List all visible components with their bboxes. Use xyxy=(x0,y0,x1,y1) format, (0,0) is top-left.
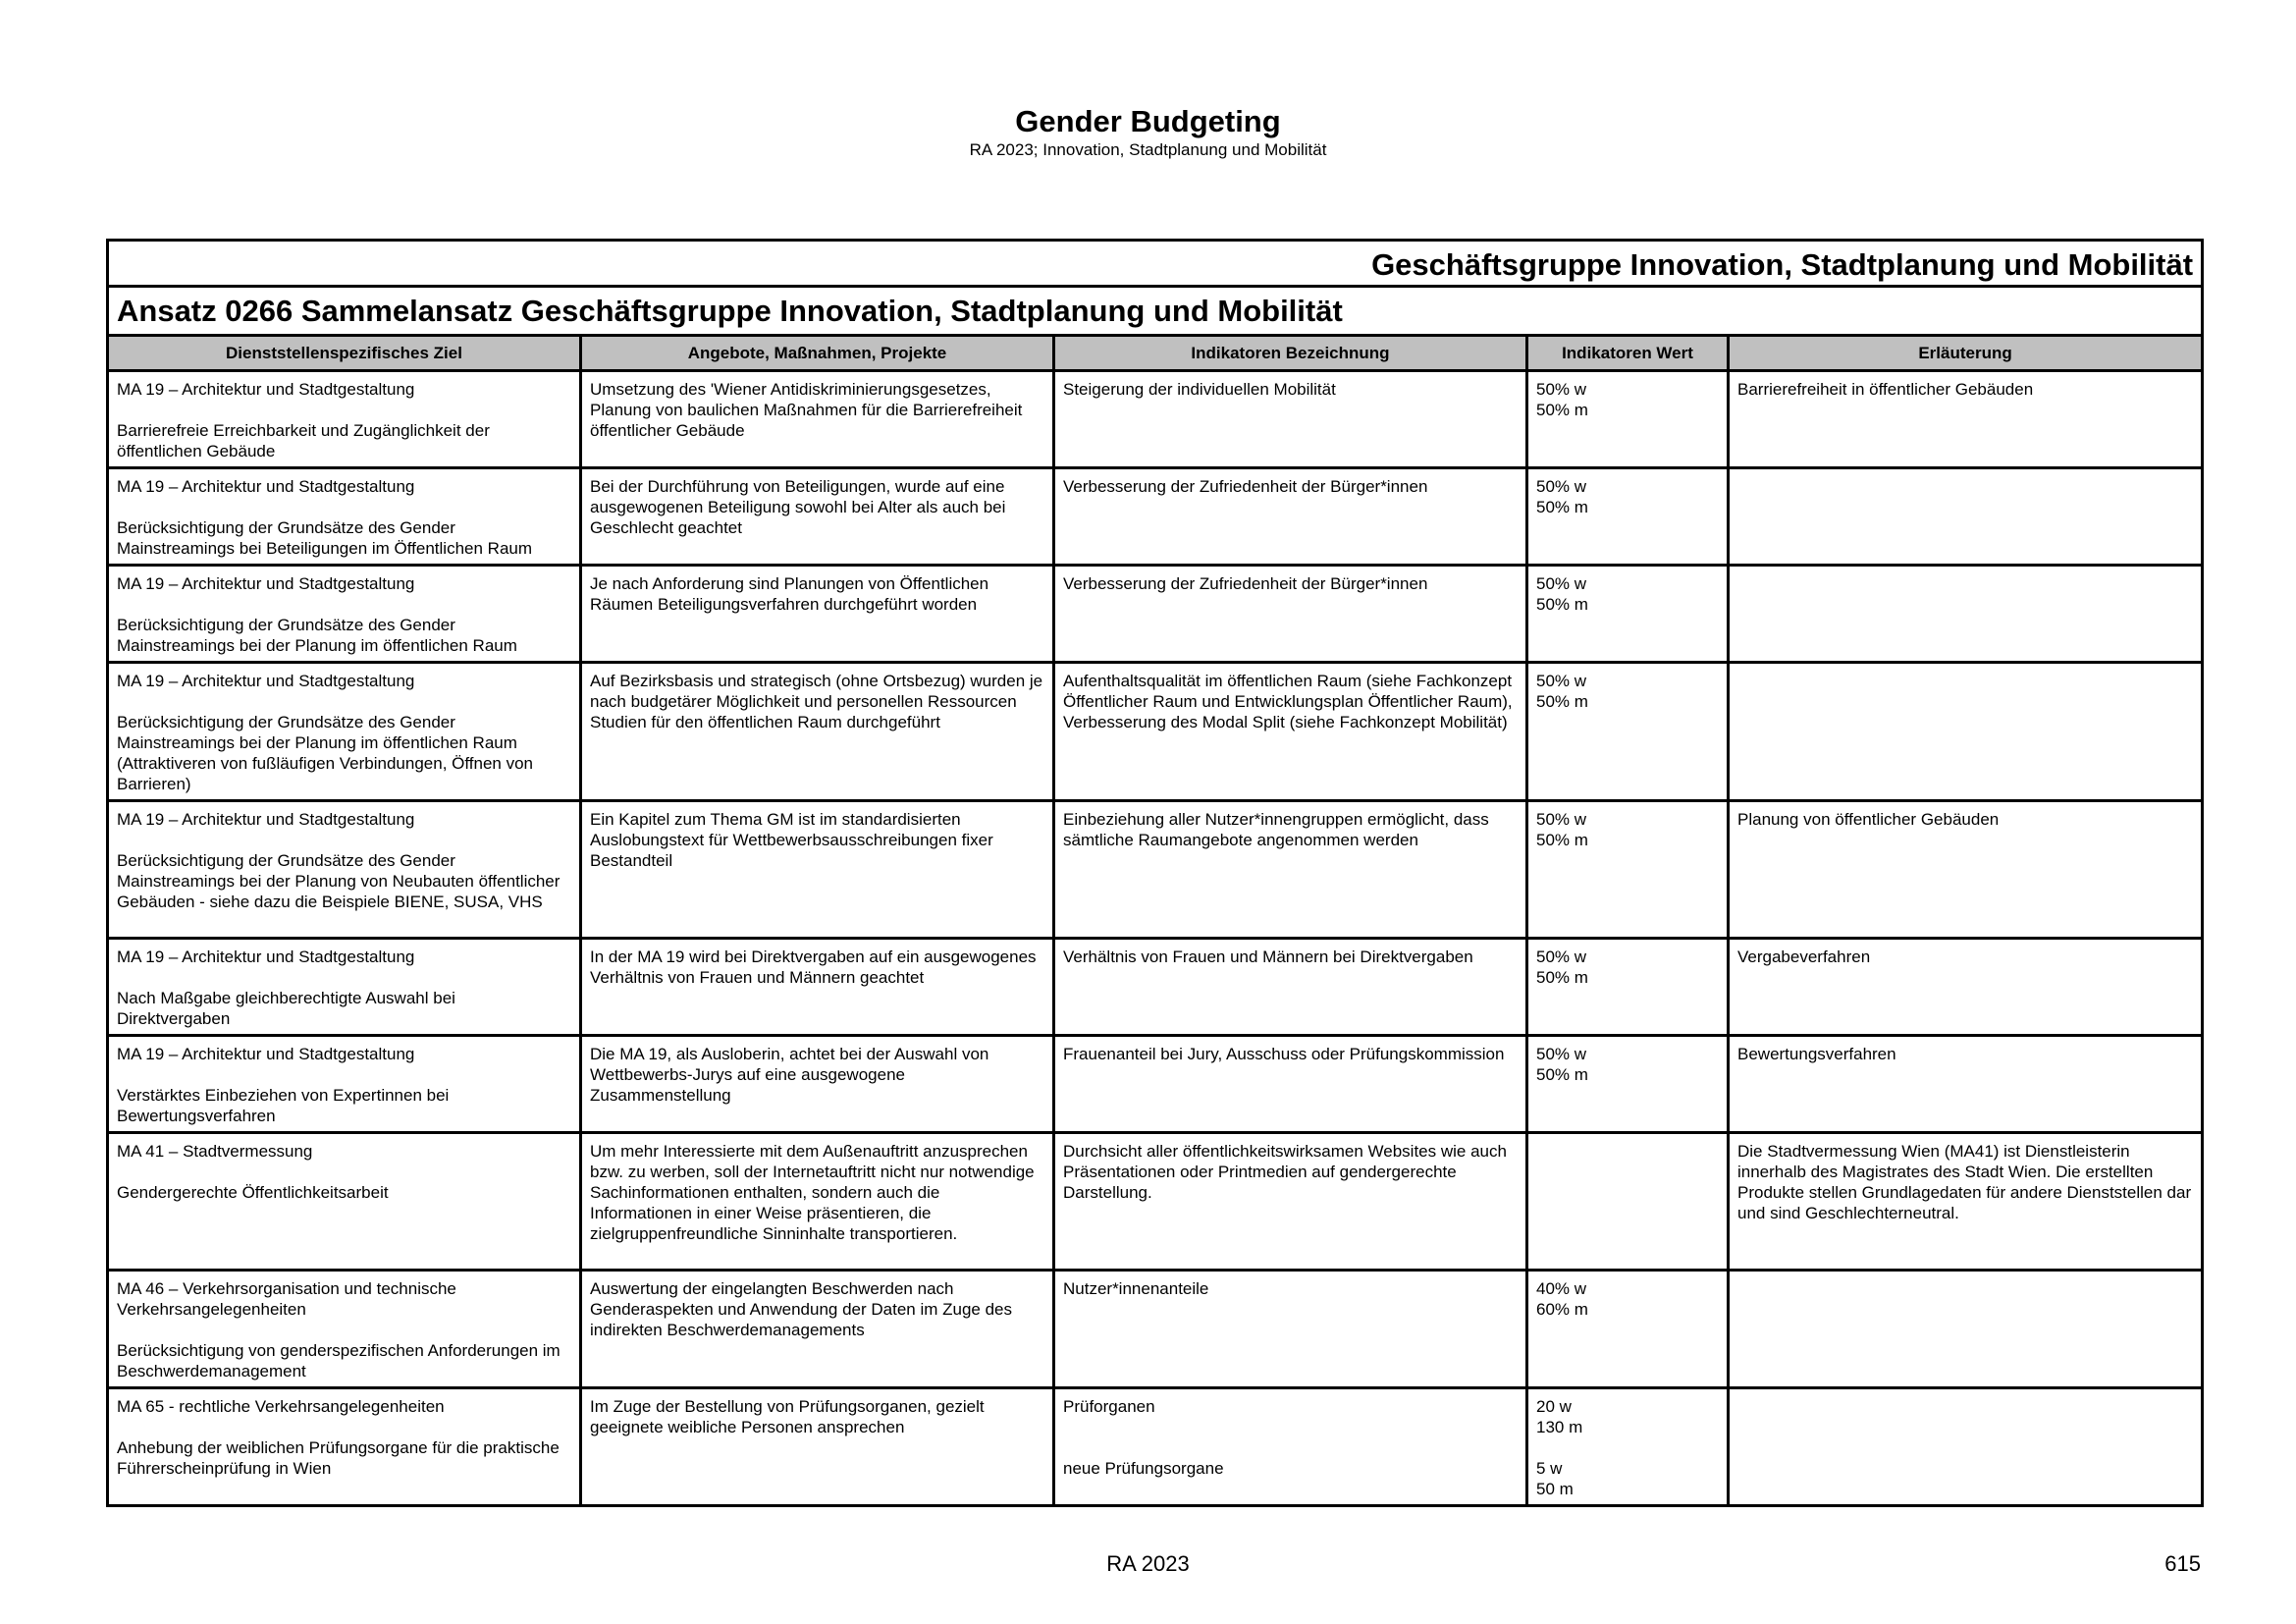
page-title: Gender Budgeting xyxy=(1015,104,1281,138)
goal-text: Gendergerechte Öffentlichkeitsarbeit xyxy=(117,1183,389,1202)
goal-text: Berücksichtigung der Grundsätze des Gender Mainstreamings bei der Planung im öffentlichen Raum (Attraktiveren von fußläufigen Verbindungen, Öffnen von Barrieren) xyxy=(117,713,534,793)
measure-text: Auf Bezirksbasis und strategisch (ohne Ortsbezug) wurden je nach budgetärer Möglichkeit und personellen Ressourcen Studien für den öffentlichen Raum durchgeführt xyxy=(590,672,1043,731)
page-number: 615 xyxy=(2164,1551,2201,1576)
value-men: 50% m xyxy=(1536,831,1588,849)
indicator-text: Prüforganen xyxy=(1063,1397,1155,1416)
note-cell xyxy=(1729,939,2203,1036)
value-men: 50% m xyxy=(1536,595,1588,614)
note-text: Vergabeverfahren xyxy=(1737,947,1871,966)
indicator-text: Verhältnis von Frauen und Männern bei Direktvergaben xyxy=(1063,947,1473,966)
indicator-text: neue Prüfungsorgane xyxy=(1063,1459,1224,1478)
note-cell xyxy=(1729,1133,2203,1271)
goal-text: Berücksichtigung der Grundsätze des Gender Mainstreamings bei Beteiligungen im Öffentlichen Raum xyxy=(117,518,533,558)
spacer xyxy=(117,1064,571,1085)
ansatz-title: Ansatz 0266 Sammelansatz Geschäftsgruppe Innovation, Stadtplanung und Mobilität xyxy=(108,287,2203,336)
value-women: 5 w xyxy=(1536,1459,1563,1478)
measure-text: Um mehr Interessierte mit dem Außenauftritt anzusprechen bzw. zu werben, soll der Internetauftritt nicht nur notwendige Sachinformationen enthalten, sondern auch die Informationen in einer Weise präsentieren, die zielgruppenfreundliche Sinninhalte transportieren. xyxy=(590,1142,1035,1243)
page-subtitle: RA 2023; Innovation, Stadtplanung und Mobilität xyxy=(969,140,1327,159)
value-men: 50% m xyxy=(1536,401,1588,419)
value-cell xyxy=(1527,566,1729,663)
measure-cell xyxy=(581,663,1054,801)
value-cell xyxy=(1527,468,1729,566)
spacer xyxy=(117,400,571,420)
note-cell xyxy=(1729,801,2203,939)
value-cell xyxy=(1527,939,1729,1036)
value-men: 50% m xyxy=(1536,692,1588,711)
spacer xyxy=(1536,1437,1719,1458)
note-cell xyxy=(1729,468,2203,566)
goal-cell xyxy=(108,663,581,801)
value-women: 50% w xyxy=(1536,810,1587,829)
column-header-row xyxy=(108,336,2203,371)
value-women: 50% w xyxy=(1536,672,1587,690)
spacer xyxy=(117,594,571,615)
department: MA 19 – Architektur und Stadtgestaltung xyxy=(117,574,415,593)
department: MA 46 – Verkehrsorganisation und technische Verkehrsangelegenheiten xyxy=(117,1279,456,1319)
note-text: Bewertungsverfahren xyxy=(1737,1045,1896,1063)
indicator-text: Steigerung der individuellen Mobilität xyxy=(1063,380,1336,399)
value-men: 60% m xyxy=(1536,1300,1588,1319)
value-men: 50% m xyxy=(1536,1065,1588,1084)
department: MA 19 – Architektur und Stadtgestaltung xyxy=(117,380,415,399)
goal-cell xyxy=(108,1133,581,1271)
indicator-text: Verbesserung der Zufriedenheit der Bürger*innen xyxy=(1063,574,1428,593)
measure-cell xyxy=(581,939,1054,1036)
goal-cell xyxy=(108,1036,581,1133)
goal-cell xyxy=(108,801,581,939)
value-men: 50% m xyxy=(1536,968,1588,987)
measure-text: Ein Kapitel zum Thema GM ist im standardisierten Auslobungstext für Wettbewerbsausschreibungen fixer Bestandteil xyxy=(590,810,993,870)
value-men: 50% m xyxy=(1536,498,1588,516)
table-row xyxy=(108,1133,2203,1271)
ansatz-row xyxy=(108,287,2203,336)
measure-text: In der MA 19 wird bei Direktvergaben auf ein ausgewogenes Verhältnis von Frauen und Männern geachtet xyxy=(590,947,1037,987)
measure-cell xyxy=(581,566,1054,663)
goal-cell xyxy=(108,1271,581,1388)
goal-cell xyxy=(108,468,581,566)
value-cell xyxy=(1527,1036,1729,1133)
indicator-cell xyxy=(1054,1036,1527,1133)
note-cell xyxy=(1729,663,2203,801)
value-women: 50% w xyxy=(1536,947,1587,966)
column-header: Erläuterung xyxy=(1729,336,2203,371)
column-header: Angebote, Maßnahmen, Projekte xyxy=(581,336,1054,371)
indicator-text: Einbeziehung aller Nutzer*innengruppen ermöglicht, dass sämtliche Raumangebote angenommen werden xyxy=(1063,810,1489,849)
goal-cell xyxy=(108,939,581,1036)
department: MA 19 – Architektur und Stadtgestaltung xyxy=(117,810,415,829)
goal-text: Nach Maßgabe gleichberechtigte Auswahl bei Direktvergaben xyxy=(117,989,455,1028)
goal-cell xyxy=(108,566,581,663)
indicator-cell xyxy=(1054,1133,1527,1271)
group-row xyxy=(108,241,2203,287)
goal-text: Barrierefreie Erreichbarkeit und Zugänglichkeit der öffentlichen Gebäude xyxy=(117,421,490,460)
note-cell xyxy=(1729,566,2203,663)
value-cell xyxy=(1527,1271,1729,1388)
note-cell xyxy=(1729,371,2203,468)
value-women: 50% w xyxy=(1536,1045,1587,1063)
spacer xyxy=(117,497,571,517)
indicator-cell xyxy=(1054,371,1527,468)
value-women: 20 w xyxy=(1536,1397,1572,1416)
measure-cell xyxy=(581,801,1054,939)
budget-table-container xyxy=(106,239,2201,1507)
indicator-cell xyxy=(1054,566,1527,663)
note-text: Barrierefreiheit in öffentlicher Gebäuden xyxy=(1737,380,2034,399)
measure-cell xyxy=(581,371,1054,468)
indicator-text: Nutzer*innenanteile xyxy=(1063,1279,1209,1298)
table-row xyxy=(108,939,2203,1036)
measure-cell xyxy=(581,1133,1054,1271)
value-women: 50% w xyxy=(1536,574,1587,593)
indicator-cell xyxy=(1054,663,1527,801)
column-header: Indikatoren Wert xyxy=(1527,336,1729,371)
goal-text: Berücksichtigung der Grundsätze des Gender Mainstreamings bei der Planung von Neubauten öffentlicher Gebäuden - siehe dazu die Beispiele BIENE, SUSA, VHS xyxy=(117,851,561,911)
spacer xyxy=(117,967,571,988)
note-cell xyxy=(1729,1036,2203,1133)
indicator-cell xyxy=(1054,1271,1527,1388)
measure-text: Je nach Anforderung sind Planungen von Öffentlichen Räumen Beteiligungsverfahren durchgeführt worden xyxy=(590,574,989,614)
department: MA 65 - rechtliche Verkehrsangelegenheiten xyxy=(117,1397,445,1416)
indicator-cell xyxy=(1054,1388,1527,1506)
indicator-text: Verbesserung der Zufriedenheit der Bürger*innen xyxy=(1063,477,1428,496)
measure-cell xyxy=(581,1271,1054,1388)
table-row xyxy=(108,371,2203,468)
value-women: 50% w xyxy=(1536,477,1587,496)
measure-text: Auswertung der eingelangten Beschwerden nach Genderaspekten und Anwendung der Daten im Zuge des indirekten Beschwerdemanagements xyxy=(590,1279,1013,1339)
table-row xyxy=(108,566,2203,663)
spacer xyxy=(117,830,571,850)
value-women: 50% w xyxy=(1536,380,1587,399)
value-cell xyxy=(1527,1388,1729,1506)
measure-cell xyxy=(581,1388,1054,1506)
value-men: 50 m xyxy=(1536,1480,1574,1498)
measure-text: Umsetzung des 'Wiener Antidiskriminierungsgesetzes, Planung von baulichen Maßnahmen für die Barrierefreiheit öffentlicher Gebäude xyxy=(590,380,1023,440)
spacer xyxy=(117,691,571,712)
note-text: Planung von öffentlicher Gebäuden xyxy=(1737,810,2000,829)
spacer xyxy=(117,1320,571,1340)
group-title: Geschäftsgruppe Innovation, Stadtplanung und Mobilität xyxy=(108,241,2203,287)
footer-label: RA 2023 xyxy=(1106,1551,1190,1576)
department: MA 19 – Architektur und Stadtgestaltung xyxy=(117,672,415,690)
indicator-text: Aufenthaltsqualität im öffentlichen Raum (siehe Fachkonzept Öffentlicher Raum und Entwicklungsplan Öffentlicher Raum), Verbesserung des Modal Split (siehe Fachkonzept Mobilität) xyxy=(1063,672,1513,731)
measure-cell xyxy=(581,468,1054,566)
note-text: Die Stadtvermessung Wien (MA41) ist Dienstleisterin innerhalb des Magistrates des Stadt Wien. Die erstellten Produkte stellen Grundlagedaten für andere Dienststellen dar und sind Geschlechterneutral. xyxy=(1737,1142,2192,1222)
measure-cell xyxy=(581,1036,1054,1133)
table-row xyxy=(108,1271,2203,1388)
table-row xyxy=(108,468,2203,566)
measure-text: Im Zuge der Bestellung von Prüfungsorganen, gezielt geeignete weibliche Personen ansprechen xyxy=(590,1397,985,1436)
budget-table xyxy=(106,239,2204,1507)
department: MA 19 – Architektur und Stadtgestaltung xyxy=(117,947,415,966)
table-row xyxy=(108,663,2203,801)
measure-text: Die MA 19, als Ausloberin, achtet bei der Auswahl von Wettbewerbs-Jurys auf eine ausgewogene Zusammenstellung xyxy=(590,1045,989,1105)
spacer xyxy=(117,1417,571,1437)
value-cell xyxy=(1527,663,1729,801)
department: MA 41 – Stadtvermessung xyxy=(117,1142,313,1161)
table-row xyxy=(108,801,2203,939)
goal-cell xyxy=(108,371,581,468)
value-cell xyxy=(1527,801,1729,939)
indicator-cell xyxy=(1054,801,1527,939)
goal-cell xyxy=(108,1388,581,1506)
spacer xyxy=(1063,1417,1518,1458)
column-header: Dienststellenspezifisches Ziel xyxy=(108,336,581,371)
measure-text: Bei der Durchführung von Beteiligungen, wurde auf eine ausgewogenen Beteiligung sowohl bei Alter als auch bei Geschlecht geachtet xyxy=(590,477,1006,537)
value-men: 130 m xyxy=(1536,1418,1583,1436)
department: MA 19 – Architektur und Stadtgestaltung xyxy=(117,477,415,496)
value-cell xyxy=(1527,1133,1729,1271)
goal-text: Berücksichtigung der Grundsätze des Gender Mainstreamings bei der Planung im öffentlichen Raum xyxy=(117,616,517,655)
spacer xyxy=(117,1162,571,1182)
value-cell xyxy=(1527,371,1729,468)
indicator-text: Frauenanteil bei Jury, Ausschuss oder Prüfungskommission xyxy=(1063,1045,1505,1063)
indicator-text: Durchsicht aller öffentlichkeitswirksamen Websites wie auch Präsentationen oder Printmedien auf gendergerechte Darstellung. xyxy=(1063,1142,1507,1202)
table-row xyxy=(108,1388,2203,1506)
goal-text: Verstärktes Einbeziehen von Expertinnen bei Bewertungsverfahren xyxy=(117,1086,450,1125)
indicator-cell xyxy=(1054,939,1527,1036)
department: MA 19 – Architektur und Stadtgestaltung xyxy=(117,1045,415,1063)
column-header: Indikatoren Bezeichnung xyxy=(1054,336,1527,371)
note-cell xyxy=(1729,1388,2203,1506)
table-row xyxy=(108,1036,2203,1133)
value-women: 40% w xyxy=(1536,1279,1587,1298)
goal-text: Berücksichtigung von genderspezifischen Anforderungen im Beschwerdemanagement xyxy=(117,1341,561,1380)
goal-text: Anhebung der weiblichen Prüfungsorgane für die praktische Führerscheinprüfung in Wien xyxy=(117,1438,560,1478)
indicator-cell xyxy=(1054,468,1527,566)
note-cell xyxy=(1729,1271,2203,1388)
